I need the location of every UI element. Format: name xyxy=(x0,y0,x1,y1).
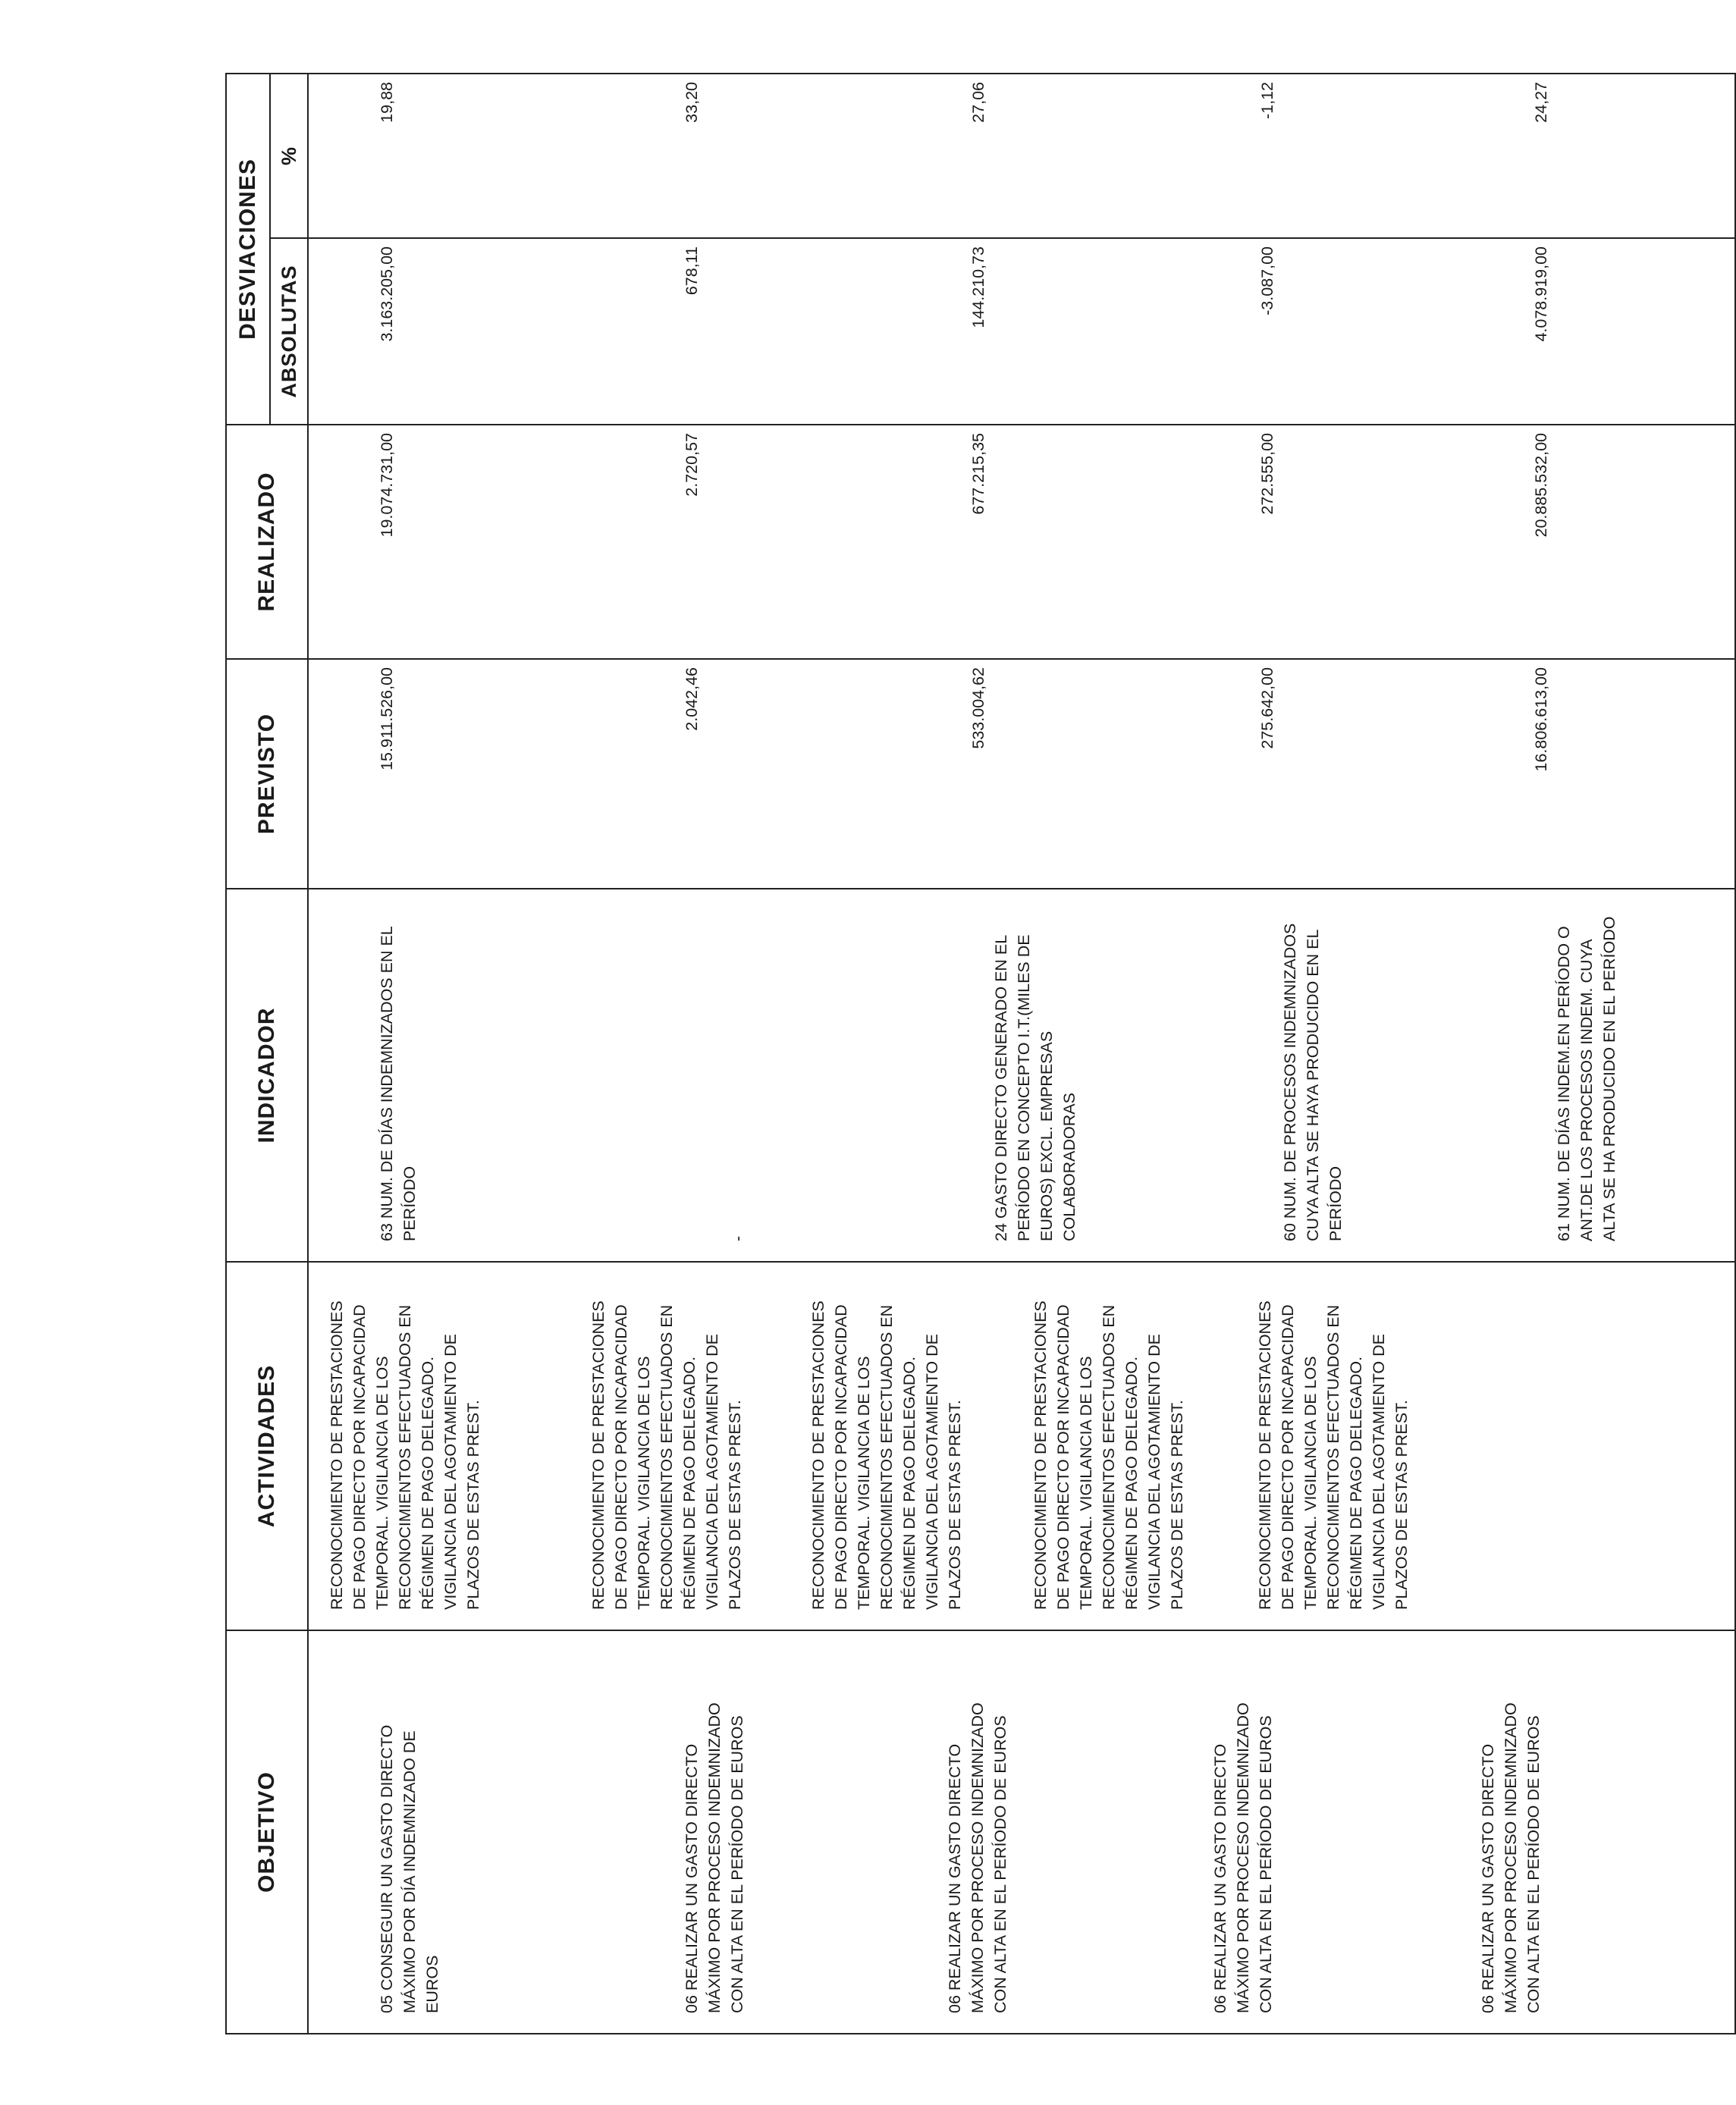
previsto-entry xyxy=(309,660,637,888)
realizado-entry xyxy=(900,425,1189,658)
absolutas-value: -3.087,00 xyxy=(1258,246,1276,315)
previsto-entry xyxy=(1480,660,1712,888)
actividades-line: RECONOCIMIENTOS EFECTUADOS EN xyxy=(396,1304,414,1610)
actividades-line: TEMPORAL. VIGILANCIA DE LOS xyxy=(1077,1356,1095,1610)
objetivo-line: 05 CONSEGUIR UN GASTO DIRECTO xyxy=(378,1724,396,2013)
objetivo-line: MÁXIMO POR PROCESO INDEMNIZADO xyxy=(1502,1702,1520,2013)
actividades-entry xyxy=(807,1263,1029,1630)
absolutas-entry xyxy=(1480,239,1712,424)
indicador-line: 63 NUM. DE DÍAS INDEMNIZADOS EN EL xyxy=(378,926,396,1241)
actividades-line: TEMPORAL. VIGILANCIA DE LOS xyxy=(1301,1356,1320,1610)
realizado-entry xyxy=(1480,425,1712,658)
absolutas-entry xyxy=(637,239,900,424)
actividades-line: RÉGIMEN DE PAGO DELEGADO. xyxy=(680,1356,698,1610)
actividades-line: DE PAGO DIRECTO POR INCAPACIDAD xyxy=(1054,1304,1072,1610)
indicador-line: ALTA SE HA PRODUCIDO EN EL PERÍODO xyxy=(1600,916,1618,1241)
realizado-value: 19.074.731,00 xyxy=(378,433,396,538)
actividades-line: RÉGIMEN DE PAGO DELEGADO. xyxy=(1122,1356,1141,1610)
header-actividades: ACTIVIDADES xyxy=(226,1262,308,1630)
objectives-table xyxy=(225,73,1736,2034)
indicador-entry xyxy=(1503,889,1734,1261)
objetivo-line: 06 REALIZAR UN GASTO DIRECTO xyxy=(1479,1743,1497,2013)
indicador-line: - xyxy=(729,1235,747,1241)
indicador-entry xyxy=(309,889,637,1261)
actividades-line: VIGILANCIA DEL AGOTAMIENTO DE xyxy=(923,1334,941,1610)
absolutas-entry xyxy=(900,239,1189,424)
actividades-line: DE PAGO DIRECTO POR INCAPACIDAD xyxy=(350,1304,369,1610)
porcentaje-value: -1,12 xyxy=(1258,82,1276,120)
actividades-line: VIGILANCIA DEL AGOTAMIENTO DE xyxy=(1145,1334,1163,1610)
actividades-entry xyxy=(1254,1263,1436,1630)
previsto-value: 16.806.613,00 xyxy=(1532,667,1550,772)
realizado-value: 2.720,57 xyxy=(683,433,701,497)
header-indicador: INDICADOR xyxy=(226,889,308,1262)
indicador-line: 24 GASTO DIRECTO GENERADO EN EL xyxy=(992,934,1010,1241)
previsto-entry xyxy=(1189,660,1480,888)
actividades-line: PLAZOS DE ESTAS PREST. xyxy=(946,1400,964,1610)
objetivo-line: MÁXIMO POR PROCESO INDEMNIZADO xyxy=(1234,1702,1252,2013)
actividades-line: VIGILANCIA DEL AGOTAMIENTO DE xyxy=(441,1334,460,1610)
objetivo-line: MÁXIMO POR DÍA INDEMNIZADO DE xyxy=(400,1730,419,2013)
objetivo-entry xyxy=(309,1631,637,2033)
absolutas-value: 4.078.919,00 xyxy=(1532,246,1550,342)
previsto-entry xyxy=(900,660,1189,888)
previsto-value: 2.042,46 xyxy=(683,667,701,731)
porcentaje-value: 27,06 xyxy=(969,82,987,123)
actividades-line: RÉGIMEN DE PAGO DELEGADO. xyxy=(419,1356,437,1610)
indicador-column xyxy=(308,889,1735,1262)
objetivo-entry xyxy=(900,1631,1166,2033)
absolutas-column xyxy=(308,238,1735,425)
previsto-column xyxy=(308,659,1735,889)
objetivo-line: CON ALTA EN EL PERÍODO DE EUROS xyxy=(1524,1715,1543,2013)
actividades-line: RECONOCIMIENTOS EFECTUADOS EN xyxy=(1100,1304,1118,1610)
actividades-line: VIGILANCIA DEL AGOTAMIENTO DE xyxy=(703,1334,721,1610)
header-objetivo: OBJETIVO xyxy=(226,1630,308,2034)
indicador-line: ANT.DE LOS PROCESOS INDEM. CUYA xyxy=(1577,939,1596,1241)
absolutas-value: 3.163.205,00 xyxy=(378,246,396,342)
indicador-line: COLABORADORAS xyxy=(1060,1093,1078,1241)
objetivo-line: CON ALTA EN EL PERÍODO DE EUROS xyxy=(728,1715,746,2013)
porcentaje-value: 24,27 xyxy=(1532,82,1550,123)
actividades-line: VIGILANCIA DEL AGOTAMIENTO DE xyxy=(1370,1334,1388,1610)
absolutas-value: 144.210,73 xyxy=(969,246,987,328)
actividades-line: RÉGIMEN DE PAGO DELEGADO. xyxy=(900,1356,918,1610)
objetivo-column xyxy=(308,1630,1735,2034)
actividades-column xyxy=(308,1262,1735,1630)
objetivo-entry xyxy=(637,1631,900,2033)
actividades-line: RECONOCIMIENTOS EFECTUADOS EN xyxy=(1324,1304,1342,1610)
actividades-line: RECONOCIMIENTO DE PRESTACIONES xyxy=(809,1300,827,1610)
indicador-line: PERÍODO EN CONCEPTO I.T.(MILES DE xyxy=(1015,934,1033,1241)
objetivo-entry xyxy=(1166,1631,1433,2033)
previsto-value: 15.911.526,00 xyxy=(378,667,396,770)
actividades-line: PLAZOS DE ESTAS PREST. xyxy=(1392,1400,1411,1610)
actividades-line: TEMPORAL. VIGILANCIA DE LOS xyxy=(855,1356,873,1610)
porcentaje-value: 19,88 xyxy=(378,82,396,123)
realizado-value: 272.555,00 xyxy=(1258,433,1276,515)
actividades-entry xyxy=(587,1263,807,1630)
porcentaje-entry xyxy=(900,74,1189,237)
indicador-entry xyxy=(946,889,1212,1261)
actividades-line: PLAZOS DE ESTAS PREST. xyxy=(464,1400,482,1610)
objetivo-line: MÁXIMO POR PROCESO INDEMNIZADO xyxy=(705,1702,724,2013)
header-absolutas: ABSOLUTAS xyxy=(270,238,308,425)
actividades-line: PLAZOS DE ESTAS PREST. xyxy=(726,1400,744,1610)
actividades-line: RECONOCIMIENTO DE PRESTACIONES xyxy=(1256,1300,1274,1610)
rotated-page xyxy=(225,74,1618,2034)
actividades-line: RECONOCIMIENTO DE PRESTACIONES xyxy=(589,1300,607,1610)
header-porcentaje: % xyxy=(270,74,308,238)
actividades-line: TEMPORAL. VIGILANCIA DE LOS xyxy=(635,1356,653,1610)
objetivo-line: 06 REALIZAR UN GASTO DIRECTO xyxy=(1211,1743,1229,2013)
porcentaje-value: 33,20 xyxy=(683,82,701,123)
header-realizado: REALIZADO xyxy=(226,425,308,659)
realizado-column xyxy=(308,425,1735,659)
porcentaje-entry xyxy=(1189,74,1480,237)
previsto-entry xyxy=(637,660,900,888)
porcentaje-entry xyxy=(309,74,637,237)
objetivo-line: MÁXIMO POR PROCESO INDEMNIZADO xyxy=(968,1702,987,2013)
realizado-entry xyxy=(637,425,900,658)
absolutas-value: 678,11 xyxy=(683,246,701,296)
indicador-line: EUROS) EXCL. EMPRESAS xyxy=(1038,1031,1056,1241)
absolutas-entry xyxy=(309,239,637,424)
previsto-value: 275.642,00 xyxy=(1258,667,1276,749)
realizado-value: 20.885.532,00 xyxy=(1532,433,1550,538)
actividades-line: DE PAGO DIRECTO POR INCAPACIDAD xyxy=(612,1304,630,1610)
objetivo-line: CON ALTA EN EL PERÍODO DE EUROS xyxy=(991,1715,1009,2013)
porcentaje-column xyxy=(308,74,1735,238)
actividades-line: RECONOCIMIENTOS EFECTUADOS EN xyxy=(658,1304,676,1610)
header-previsto: PREVISTO xyxy=(226,659,308,889)
objetivo-line: 06 REALIZAR UN GASTO DIRECTO xyxy=(946,1743,964,2013)
objetivo-line: CON ALTA EN EL PERÍODO DE EUROS xyxy=(1257,1715,1275,2013)
actividades-line: PLAZOS DE ESTAS PREST. xyxy=(1168,1400,1186,1610)
porcentaje-entry xyxy=(1480,74,1712,237)
indicador-entry xyxy=(1212,889,1503,1261)
actividades-entry xyxy=(1029,1263,1254,1630)
actividades-line: DE PAGO DIRECTO POR INCAPACIDAD xyxy=(832,1304,850,1610)
absolutas-entry xyxy=(1189,239,1480,424)
actividades-line: RECONOCIMIENTO DE PRESTACIONES xyxy=(1031,1300,1050,1610)
indicador-line: 61 NUM. DE DÍAS INDEM.EN PERÍODO O xyxy=(1555,926,1573,1241)
header-desviaciones: DESVIACIONES xyxy=(226,74,270,425)
actividades-line: TEMPORAL. VIGILANCIA DE LOS xyxy=(373,1356,391,1610)
indicador-line: 60 NUM. DE PROCESOS INDEMNIZADOS xyxy=(1281,923,1299,1241)
rotated-table-wrapper xyxy=(225,74,1618,2034)
indicador-line: CUYA ALTA SE HAYA PRODUCIDO EN EL xyxy=(1304,929,1322,1241)
actividades-line: RECONOCIMIENTO DE PRESTACIONES xyxy=(328,1300,346,1610)
actividades-line: RECONOCIMIENTOS EFECTUADOS EN xyxy=(877,1304,896,1610)
porcentaje-entry xyxy=(637,74,900,237)
previsto-value: 533.004,62 xyxy=(969,667,987,749)
realizado-entry xyxy=(1189,425,1480,658)
realizado-entry xyxy=(309,425,637,658)
objetivo-entry xyxy=(1433,1631,1659,2033)
objetivo-line: 06 REALIZAR UN GASTO DIRECTO xyxy=(683,1743,701,2013)
indicador-line: PERÍODO xyxy=(1326,1165,1345,1241)
actividades-line: RÉGIMEN DE PAGO DELEGADO. xyxy=(1347,1356,1365,1610)
realizado-value: 677.215,35 xyxy=(969,433,987,515)
objetivo-line: EUROS xyxy=(423,1955,441,2013)
actividades-line: DE PAGO DIRECTO POR INCAPACIDAD xyxy=(1279,1304,1297,1610)
actividades-entry xyxy=(309,1263,587,1630)
indicador-line: PERÍODO xyxy=(400,1165,419,1241)
indicador-entry xyxy=(637,889,946,1261)
